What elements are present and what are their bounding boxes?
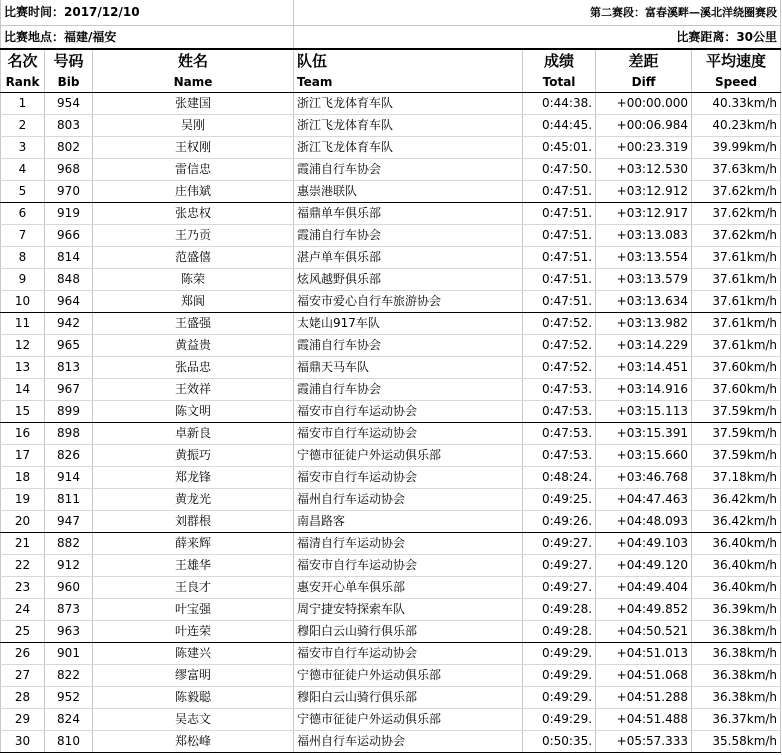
cell-diff: +05:57.333 xyxy=(596,731,692,753)
cell-name: 郑阆 xyxy=(93,291,294,313)
cell-diff: +03:15.660 xyxy=(596,445,692,467)
cell-speed: 36.38km/h xyxy=(692,687,781,709)
cell-diff: +03:12.917 xyxy=(596,203,692,225)
cell-speed: 37.61km/h xyxy=(692,269,781,291)
cell-bib: 814 xyxy=(45,247,93,269)
cell-diff: +04:47.463 xyxy=(596,489,692,511)
cell-team: 惠安开心单车俱乐部 xyxy=(294,577,523,599)
cell-total: 0:47:51. xyxy=(523,291,596,313)
cell-rank: 3 xyxy=(1,137,45,159)
cell-bib: 964 xyxy=(45,291,93,313)
cell-diff: +03:14.451 xyxy=(596,357,692,379)
cell-diff: +03:15.391 xyxy=(596,423,692,445)
cell-name: 黄龙光 xyxy=(93,489,294,511)
cell-rank: 2 xyxy=(1,115,45,137)
cell-rank: 18 xyxy=(1,467,45,489)
cell-name: 庄伟斌 xyxy=(93,181,294,203)
cell-speed: 36.40km/h xyxy=(692,533,781,555)
cell-bib: 960 xyxy=(45,577,93,599)
cell-rank: 15 xyxy=(1,401,45,423)
cell-total: 0:49:29. xyxy=(523,665,596,687)
cell-team: 福清自行车运动协会 xyxy=(294,533,523,555)
table-row xyxy=(1,159,781,181)
table-row xyxy=(1,533,781,555)
cell-total: 0:47:53. xyxy=(523,423,596,445)
table-row xyxy=(1,115,781,137)
cell-speed: 36.42km/h xyxy=(692,511,781,533)
cell-bib: 965 xyxy=(45,335,93,357)
cell-total: 0:44:38. xyxy=(523,93,596,115)
cell-bib: 810 xyxy=(45,731,93,753)
table-row xyxy=(1,467,781,489)
cell-team: 福安市自行车运动协会 xyxy=(294,643,523,665)
cell-rank: 7 xyxy=(1,225,45,247)
cell-total: 0:49:25. xyxy=(523,489,596,511)
table-row xyxy=(1,555,781,577)
cell-speed: 37.63km/h xyxy=(692,159,781,181)
cell-name: 缪富明 xyxy=(93,665,294,687)
table-row xyxy=(1,643,781,665)
cell-rank: 24 xyxy=(1,599,45,621)
race-date: 比赛时间：2017/12/10 xyxy=(1,0,294,26)
cell-total: 0:49:27. xyxy=(523,555,596,577)
table-row xyxy=(1,335,781,357)
cell-bib: 914 xyxy=(45,467,93,489)
cell-total: 0:47:51. xyxy=(523,247,596,269)
table-row xyxy=(1,599,781,621)
col-rank-zh: 名次 xyxy=(1,49,45,72)
cell-rank: 11 xyxy=(1,313,45,335)
cell-speed: 36.38km/h xyxy=(692,643,781,665)
col-speed-en: Speed xyxy=(692,72,781,93)
cell-total: 0:47:51. xyxy=(523,181,596,203)
header-row-en xyxy=(1,72,781,93)
cell-total: 0:47:53. xyxy=(523,445,596,467)
cell-speed: 37.61km/h xyxy=(692,291,781,313)
cell-total: 0:47:51. xyxy=(523,203,596,225)
cell-team: 霞浦自行车协会 xyxy=(294,335,523,357)
cell-total: 0:47:51. xyxy=(523,225,596,247)
cell-team: 惠崇港联队 xyxy=(294,181,523,203)
cell-speed: 35.58km/h xyxy=(692,731,781,753)
cell-rank: 26 xyxy=(1,643,45,665)
cell-team: 南昌路客 xyxy=(294,511,523,533)
cell-name: 郑松峰 xyxy=(93,731,294,753)
cell-team: 福州自行车运动协会 xyxy=(294,489,523,511)
cell-diff: +03:13.579 xyxy=(596,269,692,291)
cell-speed: 37.61km/h xyxy=(692,247,781,269)
cell-diff: +04:51.013 xyxy=(596,643,692,665)
table-row xyxy=(1,665,781,687)
cell-speed: 37.59km/h xyxy=(692,401,781,423)
col-diff-en: Diff xyxy=(596,72,692,93)
cell-name: 张忠权 xyxy=(93,203,294,225)
table-row xyxy=(1,731,781,753)
cell-rank: 19 xyxy=(1,489,45,511)
cell-team: 霞浦自行车协会 xyxy=(294,379,523,401)
meta-blank xyxy=(294,26,523,50)
cell-rank: 29 xyxy=(1,709,45,731)
cell-speed: 39.99km/h xyxy=(692,137,781,159)
cell-diff: +04:49.120 xyxy=(596,555,692,577)
race-location: 比赛地点：福建/福安 xyxy=(1,26,294,50)
cell-rank: 27 xyxy=(1,665,45,687)
table-row xyxy=(1,225,781,247)
cell-speed: 36.38km/h xyxy=(692,665,781,687)
table-row xyxy=(1,93,781,115)
cell-speed: 37.18km/h xyxy=(692,467,781,489)
cell-bib: 873 xyxy=(45,599,93,621)
cell-name: 陈荣 xyxy=(93,269,294,291)
table-row xyxy=(1,269,781,291)
cell-name: 范盛僖 xyxy=(93,247,294,269)
cell-rank: 23 xyxy=(1,577,45,599)
cell-rank: 14 xyxy=(1,379,45,401)
cell-speed: 37.60km/h xyxy=(692,379,781,401)
cell-team: 宁德市征徒户外运动俱乐部 xyxy=(294,709,523,731)
table-row xyxy=(1,313,781,335)
cell-total: 0:47:53. xyxy=(523,379,596,401)
cell-total: 0:49:29. xyxy=(523,643,596,665)
col-bib-zh: 号码 xyxy=(45,49,93,72)
cell-name: 王效祥 xyxy=(93,379,294,401)
cell-speed: 40.23km/h xyxy=(692,115,781,137)
cell-bib: 898 xyxy=(45,423,93,445)
col-name-en: Name xyxy=(93,72,294,93)
col-total-zh: 成绩 xyxy=(523,49,596,72)
cell-diff: +00:23.319 xyxy=(596,137,692,159)
cell-total: 0:47:52. xyxy=(523,357,596,379)
col-total-en: Total xyxy=(523,72,596,93)
cell-total: 0:49:28. xyxy=(523,621,596,643)
cell-speed: 36.37km/h xyxy=(692,709,781,731)
cell-bib: 802 xyxy=(45,137,93,159)
cell-name: 张品忠 xyxy=(93,357,294,379)
cell-total: 0:49:28. xyxy=(523,599,596,621)
cell-diff: +03:46.768 xyxy=(596,467,692,489)
cell-name: 薛来辉 xyxy=(93,533,294,555)
cell-team: 周宁捷安特探索车队 xyxy=(294,599,523,621)
cell-team: 霞浦自行车协会 xyxy=(294,159,523,181)
col-diff-zh: 差距 xyxy=(596,49,692,72)
table-row xyxy=(1,577,781,599)
cell-bib: 966 xyxy=(45,225,93,247)
col-bib-en: Bib xyxy=(45,72,93,93)
cell-speed: 37.62km/h xyxy=(692,203,781,225)
cell-bib: 963 xyxy=(45,621,93,643)
cell-total: 0:47:53. xyxy=(523,401,596,423)
cell-rank: 5 xyxy=(1,181,45,203)
cell-team: 浙江飞龙体育车队 xyxy=(294,137,523,159)
cell-total: 0:49:27. xyxy=(523,533,596,555)
cell-rank: 17 xyxy=(1,445,45,467)
cell-rank: 9 xyxy=(1,269,45,291)
cell-diff: +03:13.554 xyxy=(596,247,692,269)
cell-rank: 6 xyxy=(1,203,45,225)
cell-speed: 36.39km/h xyxy=(692,599,781,621)
cell-team: 福安市自行车运动协会 xyxy=(294,423,523,445)
cell-bib: 942 xyxy=(45,313,93,335)
cell-team: 福鼎单车俱乐部 xyxy=(294,203,523,225)
table-row xyxy=(1,203,781,225)
cell-speed: 37.59km/h xyxy=(692,423,781,445)
cell-name: 叶连荣 xyxy=(93,621,294,643)
cell-diff: +03:15.113 xyxy=(596,401,692,423)
cell-team: 穆阳白云山骑行俱乐部 xyxy=(294,621,523,643)
race-distance: 比赛距离：30公里 xyxy=(523,26,781,50)
cell-bib: 968 xyxy=(45,159,93,181)
meta-row-2 xyxy=(1,26,781,50)
cell-rank: 1 xyxy=(1,93,45,115)
cell-diff: +04:49.852 xyxy=(596,599,692,621)
cell-team: 福州自行车运动协会 xyxy=(294,731,523,753)
cell-name: 张建国 xyxy=(93,93,294,115)
cell-bib: 813 xyxy=(45,357,93,379)
cell-total: 0:49:27. xyxy=(523,577,596,599)
cell-total: 0:49:29. xyxy=(523,709,596,731)
cell-diff: +04:49.103 xyxy=(596,533,692,555)
cell-team: 福安市自行车运动协会 xyxy=(294,401,523,423)
cell-speed: 37.61km/h xyxy=(692,335,781,357)
table-row xyxy=(1,445,781,467)
cell-name: 吴刚 xyxy=(93,115,294,137)
cell-total: 0:44:45. xyxy=(523,115,596,137)
meta-row-1 xyxy=(1,0,781,26)
cell-team: 浙江飞龙体育车队 xyxy=(294,93,523,115)
cell-speed: 37.60km/h xyxy=(692,357,781,379)
cell-team: 浙江飞龙体育车队 xyxy=(294,115,523,137)
table-row xyxy=(1,291,781,313)
table-row xyxy=(1,489,781,511)
cell-total: 0:47:52. xyxy=(523,313,596,335)
table-row xyxy=(1,379,781,401)
cell-diff: +04:48.093 xyxy=(596,511,692,533)
cell-team: 福安市自行车运动协会 xyxy=(294,555,523,577)
cell-name: 郑龙锋 xyxy=(93,467,294,489)
cell-name: 王雄华 xyxy=(93,555,294,577)
cell-bib: 901 xyxy=(45,643,93,665)
meta-blank xyxy=(294,0,523,26)
cell-team: 宁德市征徒户外运动俱乐部 xyxy=(294,665,523,687)
cell-total: 0:47:51. xyxy=(523,269,596,291)
cell-bib: 952 xyxy=(45,687,93,709)
cell-diff: +03:14.916 xyxy=(596,379,692,401)
cell-speed: 40.33km/h xyxy=(692,93,781,115)
cell-rank: 8 xyxy=(1,247,45,269)
cell-name: 吴志文 xyxy=(93,709,294,731)
cell-speed: 36.38km/h xyxy=(692,621,781,643)
cell-total: 0:48:24. xyxy=(523,467,596,489)
cell-name: 陈文明 xyxy=(93,401,294,423)
cell-name: 陈建兴 xyxy=(93,643,294,665)
cell-diff: +04:51.288 xyxy=(596,687,692,709)
cell-name: 黄益贵 xyxy=(93,335,294,357)
cell-total: 0:47:52. xyxy=(523,335,596,357)
cell-bib: 947 xyxy=(45,511,93,533)
cell-bib: 822 xyxy=(45,665,93,687)
cell-rank: 21 xyxy=(1,533,45,555)
cell-name: 王权刚 xyxy=(93,137,294,159)
cell-total: 0:49:29. xyxy=(523,687,596,709)
cell-name: 卓新良 xyxy=(93,423,294,445)
cell-diff: +03:14.229 xyxy=(596,335,692,357)
cell-rank: 16 xyxy=(1,423,45,445)
cell-total: 0:49:26. xyxy=(523,511,596,533)
table-row xyxy=(1,401,781,423)
cell-speed: 37.61km/h xyxy=(692,313,781,335)
cell-name: 刘群根 xyxy=(93,511,294,533)
cell-speed: 37.59km/h xyxy=(692,445,781,467)
cell-name: 王盛强 xyxy=(93,313,294,335)
cell-team: 穆阳白云山骑行俱乐部 xyxy=(294,687,523,709)
cell-diff: +04:49.404 xyxy=(596,577,692,599)
cell-rank: 12 xyxy=(1,335,45,357)
table-row xyxy=(1,423,781,445)
cell-total: 0:47:50. xyxy=(523,159,596,181)
cell-team: 霞浦自行车协会 xyxy=(294,225,523,247)
cell-bib: 882 xyxy=(45,533,93,555)
table-row xyxy=(1,137,781,159)
cell-bib: 824 xyxy=(45,709,93,731)
cell-diff: +04:50.521 xyxy=(596,621,692,643)
cell-team: 福安市自行车运动协会 xyxy=(294,467,523,489)
cell-team: 湛卢单车俱乐部 xyxy=(294,247,523,269)
cell-speed: 36.40km/h xyxy=(692,577,781,599)
header-row-zh xyxy=(1,49,781,72)
cell-total: 0:45:01. xyxy=(523,137,596,159)
col-team-en: Team xyxy=(294,72,523,93)
cell-bib: 826 xyxy=(45,445,93,467)
cell-speed: 36.42km/h xyxy=(692,489,781,511)
cell-speed: 36.40km/h xyxy=(692,555,781,577)
table-row xyxy=(1,357,781,379)
cell-rank: 4 xyxy=(1,159,45,181)
cell-bib: 967 xyxy=(45,379,93,401)
col-rank-en: Rank xyxy=(1,72,45,93)
cell-bib: 811 xyxy=(45,489,93,511)
cell-rank: 30 xyxy=(1,731,45,753)
cell-rank: 10 xyxy=(1,291,45,313)
table-row xyxy=(1,709,781,731)
cell-diff: +03:13.982 xyxy=(596,313,692,335)
col-speed-zh: 平均速度 xyxy=(692,49,781,72)
cell-rank: 28 xyxy=(1,687,45,709)
cell-diff: +03:12.912 xyxy=(596,181,692,203)
cell-bib: 803 xyxy=(45,115,93,137)
cell-diff: +03:13.083 xyxy=(596,225,692,247)
cell-team: 炫风越野俱乐部 xyxy=(294,269,523,291)
col-name-zh: 姓名 xyxy=(93,49,294,72)
cell-speed: 37.62km/h xyxy=(692,225,781,247)
cell-team: 福安市爱心自行车旅游协会 xyxy=(294,291,523,313)
stage-name: 第二赛段：富春溪畔—溪北洋绕圈赛段 xyxy=(523,0,781,26)
cell-rank: 22 xyxy=(1,555,45,577)
cell-name: 王乃贡 xyxy=(93,225,294,247)
cell-team: 宁德市征徒户外运动俱乐部 xyxy=(294,445,523,467)
cell-name: 陈毅聪 xyxy=(93,687,294,709)
cell-bib: 848 xyxy=(45,269,93,291)
cell-diff: +04:51.068 xyxy=(596,665,692,687)
cell-bib: 970 xyxy=(45,181,93,203)
cell-speed: 37.62km/h xyxy=(692,181,781,203)
cell-diff: +03:12.530 xyxy=(596,159,692,181)
cell-name: 黄振巧 xyxy=(93,445,294,467)
table-row xyxy=(1,181,781,203)
table-row xyxy=(1,621,781,643)
cell-name: 雷信忠 xyxy=(93,159,294,181)
cell-diff: +04:51.488 xyxy=(596,709,692,731)
cell-diff: +00:00.000 xyxy=(596,93,692,115)
cell-bib: 919 xyxy=(45,203,93,225)
cell-rank: 25 xyxy=(1,621,45,643)
cell-diff: +03:13.634 xyxy=(596,291,692,313)
cell-bib: 899 xyxy=(45,401,93,423)
cell-diff: +00:06.984 xyxy=(596,115,692,137)
cell-name: 叶宝强 xyxy=(93,599,294,621)
table-row xyxy=(1,687,781,709)
table-row xyxy=(1,247,781,269)
cell-team: 福鼎天马车队 xyxy=(294,357,523,379)
cell-rank: 13 xyxy=(1,357,45,379)
cell-total: 0:50:35. xyxy=(523,731,596,753)
cell-bib: 954 xyxy=(45,93,93,115)
cell-name: 王良才 xyxy=(93,577,294,599)
cell-rank: 20 xyxy=(1,511,45,533)
table-row xyxy=(1,511,781,533)
cell-bib: 912 xyxy=(45,555,93,577)
cell-team: 太姥山917车队 xyxy=(294,313,523,335)
col-team-zh: 队伍 xyxy=(294,49,523,72)
